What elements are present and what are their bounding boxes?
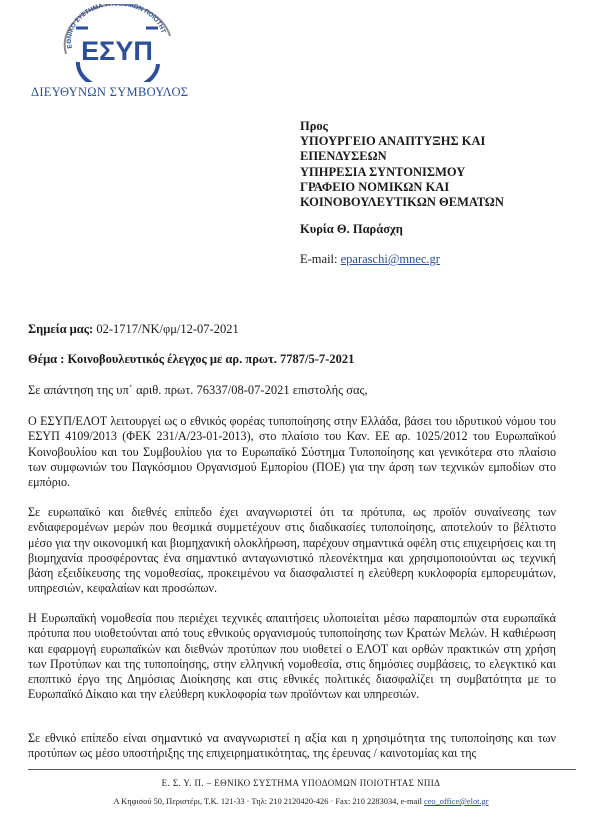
attention-name: Κυρία Θ. Παράσχη — [300, 222, 403, 236]
recipient-line: ΥΠΗΡΕΣΙΑ ΣΥΝΤΟΝΙΣΜΟΥ — [300, 164, 466, 179]
footer-org: Ε. Σ. Υ. Π. – ΕΘΝΙΚΟ ΣΥΣΤΗΜΑ ΥΠΟΔΟΜΩΝ ΠΟΙΟΤΗΤΑΣ ΝΠΙΔ — [161, 778, 441, 788]
email-label: E-mail: — [300, 252, 338, 266]
recipient-block — [300, 119, 504, 210]
recipient-line: ΥΠΟΥΡΓΕΙΟ ΑΝΑΠΤΥΞΗΣ ΚΑΙ — [300, 134, 486, 149]
footer-divider — [28, 769, 576, 770]
reference-row — [28, 322, 239, 337]
recipient-line: ΓΡΑΦΕΙΟ ΝΟΜΙΚΩΝ ΚΑΙ — [300, 179, 450, 194]
logo-text: ΕΣΥΠ — [81, 36, 153, 66]
to-label: Προς — [300, 119, 328, 133]
footer-contact-text: Α Κηφισού 50, Περιστέρι, Τ.Κ. 121-33 · Τηλ: 210 2120420-426 · Fax: 210 2283034, e-mail — [113, 797, 422, 806]
esyp-logo — [58, 4, 176, 82]
footer-contact — [0, 797, 602, 806]
subject-line: Θέμα : Κοινοβουλευτικός έλεγχος με αρ. πρωτ. 7787/5-7-2021 — [28, 352, 355, 366]
recipient-email-link[interactable]: eparaschi@mnec.gr — [340, 252, 440, 266]
footer-email-link[interactable]: ceo_office@elot.gr — [424, 797, 489, 806]
reference-value: 02-1717/ΝΚ/φμ/12-07-2021 — [96, 322, 239, 336]
reference-label: Σημεία μας: — [28, 322, 94, 336]
director-title: ΔΙΕΥΘΥΝΩΝ ΣΥΜΒΟΥΛΟΣ — [31, 85, 189, 99]
logo-ring-text: ΕΘΝΙΚΟ ΣΥΣΤΗΜΑ ΥΠΟΔΟΜΩΝ ΠΟΙΟΤΗΤ — [66, 4, 167, 49]
body-paragraph: Σε εθνικό επίπεδο είναι σημαντικό να αναγνωριστεί η αξία και η χρησιμότητα της τυποποίησης και των προτύπων ως μέσο υποστήριξης της επιχειρηματικότητας, της έρευνας / καινοτομίας και της — [28, 731, 556, 761]
reply-line: Σε απάντηση της υπ΄ αριθ. πρωτ. 76337/08-07-2021 επιστολής σας, — [28, 383, 368, 397]
body-paragraph: Σε ευρωπαϊκό και διεθνές επίπεδο έχει αναγνωριστεί ότι τα πρότυπα, ως προϊόν συναίνεσης των ενδιαφερομένων μερών που θεσμικά συμμετέχουν στις διαδικασίες τυποποίησης, αποτελούν το βέλτιστο μέσο για την οικονομική και βιομηχανική ολοκλήρωση, παρέχουν σημαντικά οφέλη στις επιχειρήσεις και τη βιομηχανία προσφέροντας ένα σημαντικό ανταγωνιστικό πλεονέκτημα και χρησιμοποιούνται ως τεχνική βάση εξειδίκευσης της νομοθεσίας, προκειμένου να διασφαλιστεί η ελεύθερη κυκλοφορία εμπορευμάτων, υπηρεσιών, κεφαλαίων και προσώπων. — [28, 505, 556, 596]
recipient-line: ΚΟΙΝΟΒΟΥΛΕΥΤΙΚΩΝ ΘΕΜΑΤΩΝ — [300, 195, 504, 210]
body-paragraph: Η Ευρωπαϊκή νομοθεσία που περιέχει τεχνικές απαιτήσεις υλοποιείται μέσω παραπομπών στα ευρωπαϊκά πρότυπα που υιοθετούνται από τους εθνικούς οργανισμούς τυποποίησης των Κρατών Μελών. Η καθιέρωση και εφαρμογή ευρωπαϊκών και διεθνών προτύπων που υιοθετεί ο ΕΛΟΤ και ορθών πρακτικών στη χρήση των Προτύπων και της τυποποίησης, στην ελληνική νομοθεσία, στις δημόσιες συμβάσεις, το ελεγκτικό και εποπτικό έργο της Δημόσιας Διοίκησης και στις εθνικές πολιτικές διασφαλίζει τη συμβατότητα με το Ευρωπαϊκό Δίκαιο και την ελεύθερη κυκλοφορία των προϊόντων και υπηρεσιών. — [28, 611, 556, 702]
recipient-line: ΕΠΕΝΔΥΣΕΩΝ — [300, 149, 387, 164]
recipient-email-row — [300, 252, 440, 267]
body-paragraph: Ο ΕΣΥΠ/ΕΛΟΤ λειτουργεί ως ο εθνικός φορέας τυποποίησης στην Ελλάδα, βάσει του ιδρυτικού νόμου του ΕΣΥΠ 4109/2013 (ΦΕΚ 231/Α/23-01-2013), στο πλαίσιο του Καν. ΕΕ αρ. 1025/2012 του Ευρωπαϊκού Κοινοβουλίου και του Συμβουλίου για το Ευρωπαϊκό Σύστημα Τυποποίησης και γενικότερα στο πλαίσιο των συμφωνιών του Παγκόσμιου Οργανισμού Εμπορίου (ΠΟΕ) για την άρση των τεχνικών εμποδίων στο εμπόριο. — [28, 414, 556, 490]
